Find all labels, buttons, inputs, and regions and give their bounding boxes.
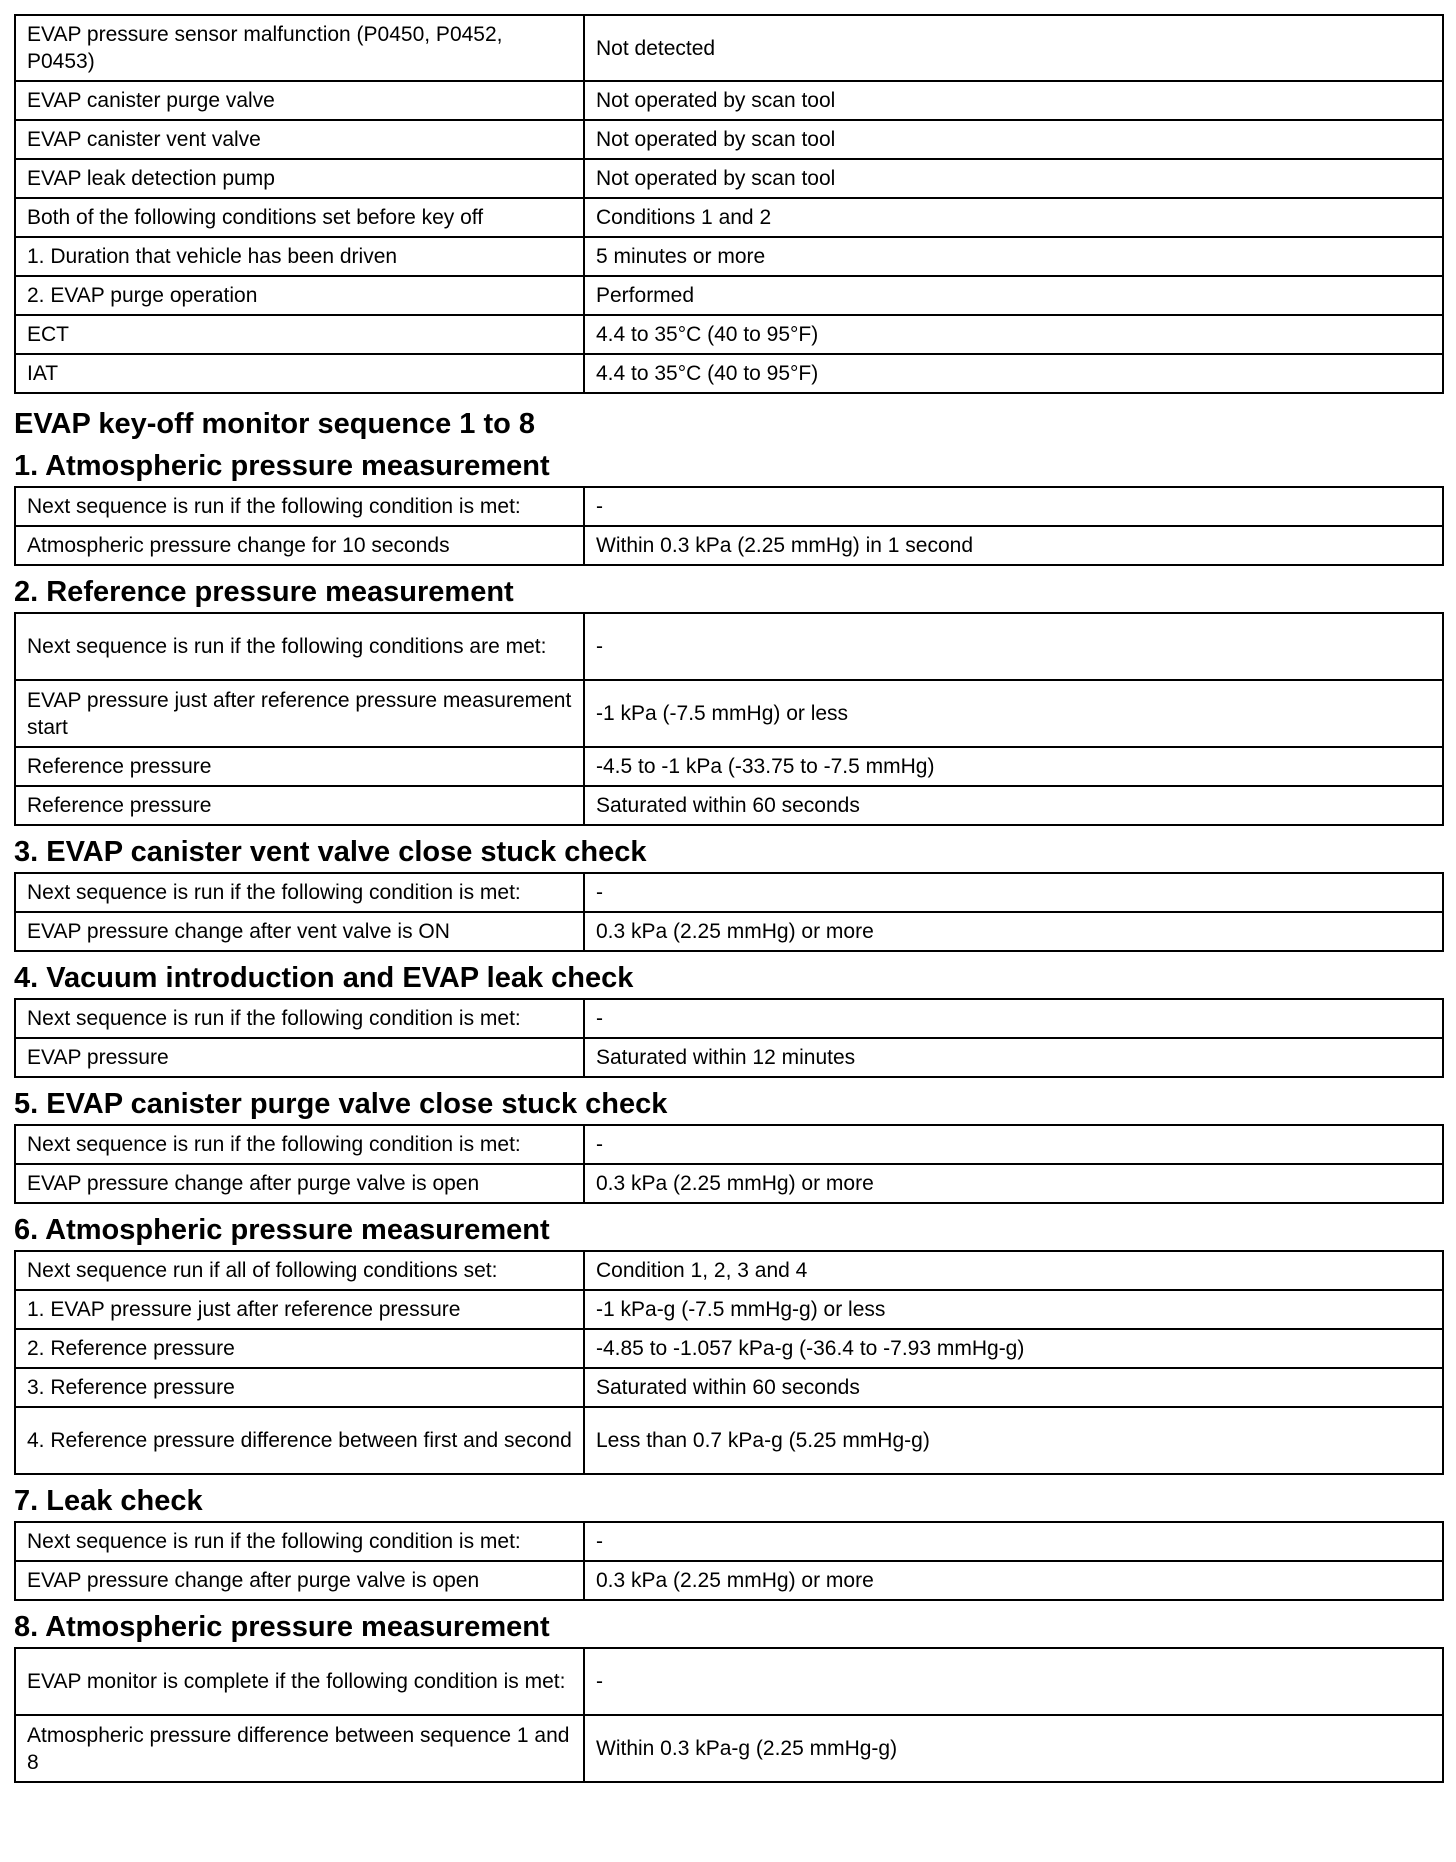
row-value: 4.4 to 35°C (40 to 95°F) — [584, 354, 1443, 393]
row-value: - — [584, 873, 1443, 912]
row-value: Not operated by scan tool — [584, 159, 1443, 198]
table-row — [15, 315, 1443, 354]
section-heading: 5. EVAP canister purge valve close stuck check — [14, 1088, 668, 1120]
table-row — [15, 1251, 1443, 1290]
table-row — [15, 1715, 1443, 1782]
table-row — [15, 1329, 1443, 1368]
row-value: - — [584, 1648, 1443, 1715]
row-value: Not detected — [584, 15, 1443, 81]
row-label: Next sequence is run if the following condition is met: — [15, 487, 584, 526]
row-value: - — [584, 999, 1443, 1038]
table-row — [15, 81, 1443, 120]
row-value: 0.3 kPa (2.25 mmHg) or more — [584, 1164, 1443, 1203]
row-label: EVAP pressure change after purge valve is open — [15, 1164, 584, 1203]
section-heading: 6. Atmospheric pressure measurement — [14, 1214, 550, 1246]
row-value: 0.3 kPa (2.25 mmHg) or more — [584, 912, 1443, 951]
section-table — [14, 486, 1444, 566]
row-value: Condition 1, 2, 3 and 4 — [584, 1251, 1443, 1290]
row-label: Next sequence is run if the following condition is met: — [15, 873, 584, 912]
row-value: Saturated within 12 minutes — [584, 1038, 1443, 1077]
row-value: -1 kPa (-7.5 mmHg) or less — [584, 680, 1443, 747]
row-value: 5 minutes or more — [584, 237, 1443, 276]
section-table — [14, 1250, 1444, 1475]
section — [14, 1611, 1444, 1783]
row-value: Not operated by scan tool — [584, 81, 1443, 120]
row-label: Next sequence run if all of following conditions set: — [15, 1251, 584, 1290]
row-label: Atmospheric pressure change for 10 seconds — [15, 526, 584, 565]
row-value: Conditions 1 and 2 — [584, 198, 1443, 237]
row-value: 4.4 to 35°C (40 to 95°F) — [584, 315, 1443, 354]
table-row — [15, 1522, 1443, 1561]
document — [14, 14, 1444, 1783]
table-row — [15, 1164, 1443, 1203]
main-heading: EVAP key-off monitor sequence 1 to 8 — [14, 408, 536, 440]
row-value: - — [584, 1125, 1443, 1164]
section-heading: 2. Reference pressure measurement — [14, 576, 514, 608]
section — [14, 450, 1444, 566]
row-label: 3. Reference pressure — [15, 1368, 584, 1407]
row-label: EVAP pressure change after vent valve is ON — [15, 912, 584, 951]
table-row — [15, 999, 1443, 1038]
section-heading: 4. Vacuum introduction and EVAP leak check — [14, 962, 634, 994]
section-table — [14, 1521, 1444, 1601]
row-label: Reference pressure — [15, 786, 584, 825]
row-value: Saturated within 60 seconds — [584, 1368, 1443, 1407]
row-value: - — [584, 613, 1443, 680]
row-value: Less than 0.7 kPa-g (5.25 mmHg-g) — [584, 1407, 1443, 1474]
table-row — [15, 912, 1443, 951]
conditions-table — [14, 14, 1444, 394]
row-label: 2. Reference pressure — [15, 1329, 584, 1368]
table-row — [15, 15, 1443, 81]
row-label: Next sequence is run if the following condition is met: — [15, 1125, 584, 1164]
table-row — [15, 276, 1443, 315]
row-value: - — [584, 1522, 1443, 1561]
row-label: Next sequence is run if the following conditions are met: — [15, 613, 584, 680]
sections — [14, 450, 1444, 1783]
row-label: EVAP pressure change after purge valve is open — [15, 1561, 584, 1600]
table-row — [15, 873, 1443, 912]
row-label: Atmospheric pressure difference between sequence 1 and 8 — [15, 1715, 584, 1782]
section-table — [14, 872, 1444, 952]
row-value: 0.3 kPa (2.25 mmHg) or more — [584, 1561, 1443, 1600]
row-value: Saturated within 60 seconds — [584, 786, 1443, 825]
row-value: Performed — [584, 276, 1443, 315]
table-row — [15, 786, 1443, 825]
section-heading: 3. EVAP canister vent valve close stuck check — [14, 836, 647, 868]
section — [14, 836, 1444, 952]
section — [14, 576, 1444, 826]
row-value: Not operated by scan tool — [584, 120, 1443, 159]
section — [14, 1485, 1444, 1601]
row-label: Next sequence is run if the following condition is met: — [15, 999, 584, 1038]
table-row — [15, 120, 1443, 159]
row-label: EVAP monitor is complete if the following condition is met: — [15, 1648, 584, 1715]
table-row — [15, 198, 1443, 237]
row-label: Next sequence is run if the following condition is met: — [15, 1522, 584, 1561]
section-table — [14, 998, 1444, 1078]
row-label: EVAP canister purge valve — [15, 81, 584, 120]
table-row — [15, 237, 1443, 276]
row-label: Reference pressure — [15, 747, 584, 786]
table-row — [15, 159, 1443, 198]
section — [14, 1214, 1444, 1475]
row-label: ECT — [15, 315, 584, 354]
table-row — [15, 487, 1443, 526]
row-label: EVAP canister vent valve — [15, 120, 584, 159]
row-value: -1 kPa-g (-7.5 mmHg-g) or less — [584, 1290, 1443, 1329]
row-label: 4. Reference pressure difference between first and second — [15, 1407, 584, 1474]
table-row — [15, 1561, 1443, 1600]
row-label: 2. EVAP purge operation — [15, 276, 584, 315]
table-row — [15, 1125, 1443, 1164]
row-label: IAT — [15, 354, 584, 393]
row-value: Within 0.3 kPa (2.25 mmHg) in 1 second — [584, 526, 1443, 565]
table-row — [15, 1290, 1443, 1329]
section-table — [14, 1647, 1444, 1783]
table-row — [15, 747, 1443, 786]
section-heading: 7. Leak check — [14, 1485, 203, 1517]
section-table — [14, 612, 1444, 826]
section-heading: 8. Atmospheric pressure measurement — [14, 1611, 550, 1643]
row-label: EVAP pressure just after reference pressure measurement start — [15, 680, 584, 747]
table-row — [15, 1648, 1443, 1715]
row-label: EVAP leak detection pump — [15, 159, 584, 198]
section-table — [14, 1124, 1444, 1204]
row-label: EVAP pressure sensor malfunction (P0450, P0452, P0453) — [15, 15, 584, 81]
section — [14, 1088, 1444, 1204]
section — [14, 962, 1444, 1078]
row-label: 1. Duration that vehicle has been driven — [15, 237, 584, 276]
table-row — [15, 613, 1443, 680]
row-label: EVAP pressure — [15, 1038, 584, 1077]
table-row — [15, 526, 1443, 565]
row-label: Both of the following conditions set before key off — [15, 198, 584, 237]
section-heading: 1. Atmospheric pressure measurement — [14, 450, 550, 482]
table-row — [15, 354, 1443, 393]
table-row — [15, 1368, 1443, 1407]
table-row — [15, 1407, 1443, 1474]
row-value: -4.5 to -1 kPa (-33.75 to -7.5 mmHg) — [584, 747, 1443, 786]
row-value: - — [584, 487, 1443, 526]
row-label: 1. EVAP pressure just after reference pressure — [15, 1290, 584, 1329]
row-value: Within 0.3 kPa-g (2.25 mmHg-g) — [584, 1715, 1443, 1782]
table-row — [15, 680, 1443, 747]
table-row — [15, 1038, 1443, 1077]
row-value: -4.85 to -1.057 kPa-g (-36.4 to -7.93 mmHg-g) — [584, 1329, 1443, 1368]
